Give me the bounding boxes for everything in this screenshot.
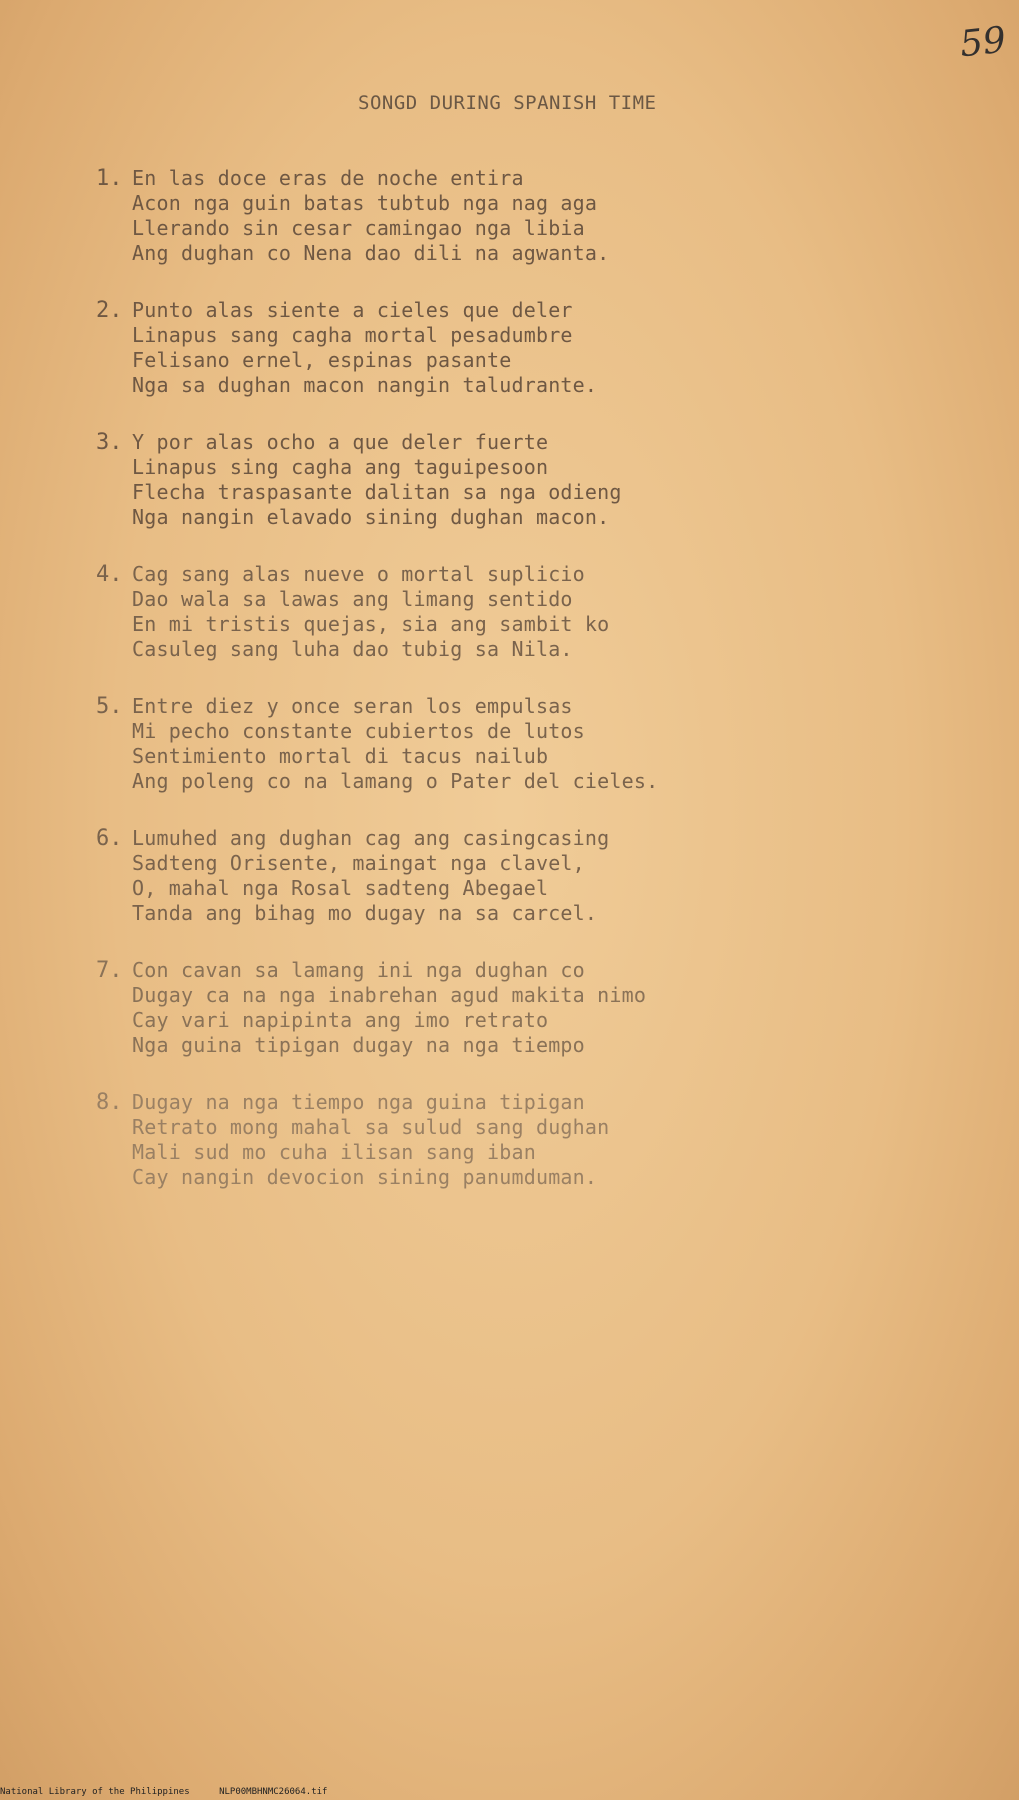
page-number: 59 [957, 19, 1008, 66]
verse-line: Punto alas siente a cieles que deler [132, 298, 573, 322]
verse-1 [96, 166, 976, 266]
verse-line: O, mahal nga Rosal sadteng Abegael [132, 876, 549, 900]
verse-number: 5. [96, 694, 123, 719]
verse-line: Dao wala sa lawas ang limang sentido [132, 587, 573, 611]
verse-line: Acon nga guin batas tubtub nga nag aga [132, 191, 598, 215]
verse-6 [96, 826, 976, 926]
verse-number: 4. [96, 562, 123, 587]
verse-line: Casuleg sang luha dao tubig sa Nila. [132, 637, 573, 661]
verse-line: En las doce eras de noche entira [132, 166, 524, 190]
verse-line: Felisano ernel, espinas pasante [132, 348, 512, 372]
verse-5 [96, 694, 976, 794]
page-title: SONGD DURING SPANISH TIME [358, 92, 657, 114]
verse-line: Cay nangin devocion sining panumduman. [132, 1165, 598, 1189]
verse-line: Y por alas ocho a que deler fuerte [132, 430, 549, 454]
verse-line: Nga sa dughan macon nangin taludrante. [132, 373, 598, 397]
song-verses [96, 166, 976, 1222]
verse-3 [96, 430, 976, 530]
verse-line: Entre diez y once seran los empulsas [132, 694, 573, 718]
verse-line: Nga nangin elavado sining dughan macon. [132, 505, 610, 529]
verse-line: Ang poleng co na lamang o Pater del cieles. [132, 769, 659, 793]
verse-line: Retrato mong mahal sa sulud sang dughan [132, 1115, 610, 1139]
verse-number: 6. [96, 826, 123, 851]
verse-line: Lumuhed ang dughan cag ang casingcasing [132, 826, 610, 850]
scan-footer [0, 1787, 351, 1797]
verse-number: 8. [96, 1090, 123, 1115]
verse-line: Ang dughan co Nena dao dili na agwanta. [132, 241, 610, 265]
verse-8 [96, 1090, 976, 1190]
verse-line: Mali sud mo cuha ilisan sang iban [132, 1140, 536, 1164]
verse-7 [96, 958, 976, 1058]
verse-line: Mi pecho constante cubiertos de lutos [132, 719, 585, 743]
file-name: NLP00MBHNMC26064.tif [219, 1787, 328, 1797]
verse-line: Linapus sing cagha ang taguipesoon [132, 455, 549, 479]
verse-number: 1. [96, 166, 123, 191]
verse-line: Nga guina tipigan dugay na nga tiempo [132, 1033, 585, 1057]
verse-line: Tanda ang bihag mo dugay na sa carcel. [132, 901, 598, 925]
verse-number: 2. [96, 298, 123, 323]
verse-line: Cay vari napipinta ang imo retrato [132, 1008, 549, 1032]
verse-line: En mi tristis quejas, sia ang sambit ko [132, 612, 610, 636]
verse-line: Dugay ca na nga inabrehan agud makita nimo [132, 983, 647, 1007]
verse-4 [96, 562, 976, 662]
verse-2 [96, 298, 976, 398]
verse-line: Con cavan sa lamang ini nga dughan co [132, 958, 585, 982]
verse-line: Flecha traspasante dalitan sa nga odieng [132, 480, 622, 504]
library-credit: National Library of the Philippines [0, 1787, 190, 1797]
verse-line: Llerando sin cesar camingao nga libia [132, 216, 585, 240]
verse-line: Cag sang alas nueve o mortal suplicio [132, 562, 585, 586]
verse-line: Sentimiento mortal di tacus nailub [132, 744, 549, 768]
verse-number: 7. [96, 958, 123, 983]
verse-line: Linapus sang cagha mortal pesadumbre [132, 323, 573, 347]
verse-line: Dugay na nga tiempo nga guina tipigan [132, 1090, 585, 1114]
verse-line: Sadteng Orisente, maingat nga clavel, [132, 851, 585, 875]
verse-number: 3. [96, 430, 123, 455]
